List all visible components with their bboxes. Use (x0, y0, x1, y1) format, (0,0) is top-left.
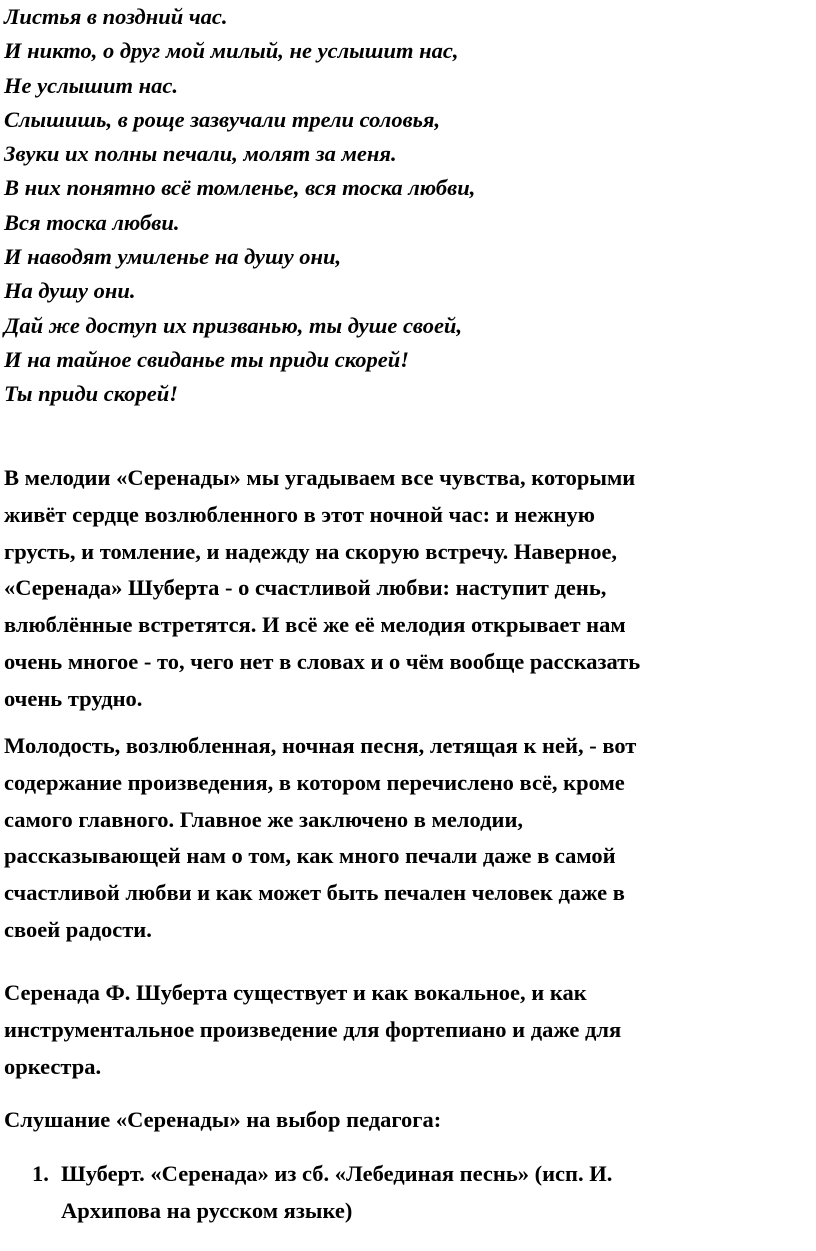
paragraph-line: влюблённые встретятся. И всё же её мелодия открывает нам (4, 612, 626, 638)
paragraph-line: «Серенада» Шуберта - о счастливой любви: наступит день, (4, 575, 607, 601)
poem-line: Звуки их полны печали, молят за меня. (4, 141, 397, 167)
paragraph-line: В мелодии «Серенады» мы угадываем все чувства, которыми (4, 465, 636, 490)
poem-line: Дай же доступ их призванью, ты душе своей, (4, 312, 463, 338)
list-item-line: Шуберт. «Серенада» из сб. «Лебединая песнь» (исп. И. (61, 1161, 613, 1186)
poem-line: И наводят умиленье на душу они, (4, 244, 342, 270)
paragraph-line: очень трудно. (4, 685, 143, 711)
paragraph-youth (4, 728, 812, 949)
list-item (0, 1156, 612, 1230)
paragraph-line: Серенада Ф. Шуберта существует и как вокальное, и как (4, 980, 587, 1005)
paragraph-line: грусть, и томление, и надежду на скорую встречу. Наверное, (4, 538, 618, 564)
listening-heading (4, 1102, 812, 1139)
paragraph-line: инструментальное произведение для фортепиано и даже для (4, 1016, 622, 1042)
poem-line: Вся тоска любви. (4, 209, 180, 235)
paragraph-line: своей радости. (4, 916, 152, 942)
paragraph-melody (4, 460, 812, 718)
poem-line: Слышишь, в роще зазвучали трели соловья, (4, 106, 441, 132)
paragraph-line: самого главного. Главное же заключено в мелодии, (4, 806, 524, 832)
list-item-line: Архипова на русском языке) (61, 1197, 353, 1223)
paragraph-line: счастливой любви и как может быть печален человек даже в (4, 880, 625, 906)
poem-block (4, 0, 475, 412)
paragraph-line: очень многое - то, чего нет в словах и о чём вообще рассказать (4, 648, 641, 674)
paragraph-versions (4, 975, 812, 1085)
listening-list (0, 1156, 612, 1230)
list-item-number: 1. (32, 1161, 49, 1186)
paragraph-line: Слушание «Серенады» на выбор педагога: (4, 1107, 442, 1132)
paragraph-line: содержание произведения, в котором перечислено всё, кроме (4, 769, 625, 795)
paragraph-line: оркестра. (4, 1053, 102, 1079)
paragraph-line: живёт сердце возлюбленного в этот ночной час: и нежную (4, 501, 595, 527)
poem-line: На душу они. (4, 278, 136, 304)
paragraph-line: Молодость, возлюбленная, ночная песня, летящая к ней, - вот (4, 733, 637, 758)
paragraph-line: рассказывающей нам о том, как много печали даже в самой (4, 843, 616, 869)
poem-line: Ты приди скорей! (4, 381, 179, 407)
poem-line: В них понятно всё томленье, вся тоска любви, (4, 175, 476, 201)
poem-line: И никто, о друг мой милый, не услышит нас, (4, 38, 459, 64)
poem-line: И на тайное свиданье ты приди скорей! (4, 346, 410, 372)
poem-line: Не услышит нас. (4, 72, 178, 98)
poem-line: Листья в поздний час. (4, 4, 228, 29)
